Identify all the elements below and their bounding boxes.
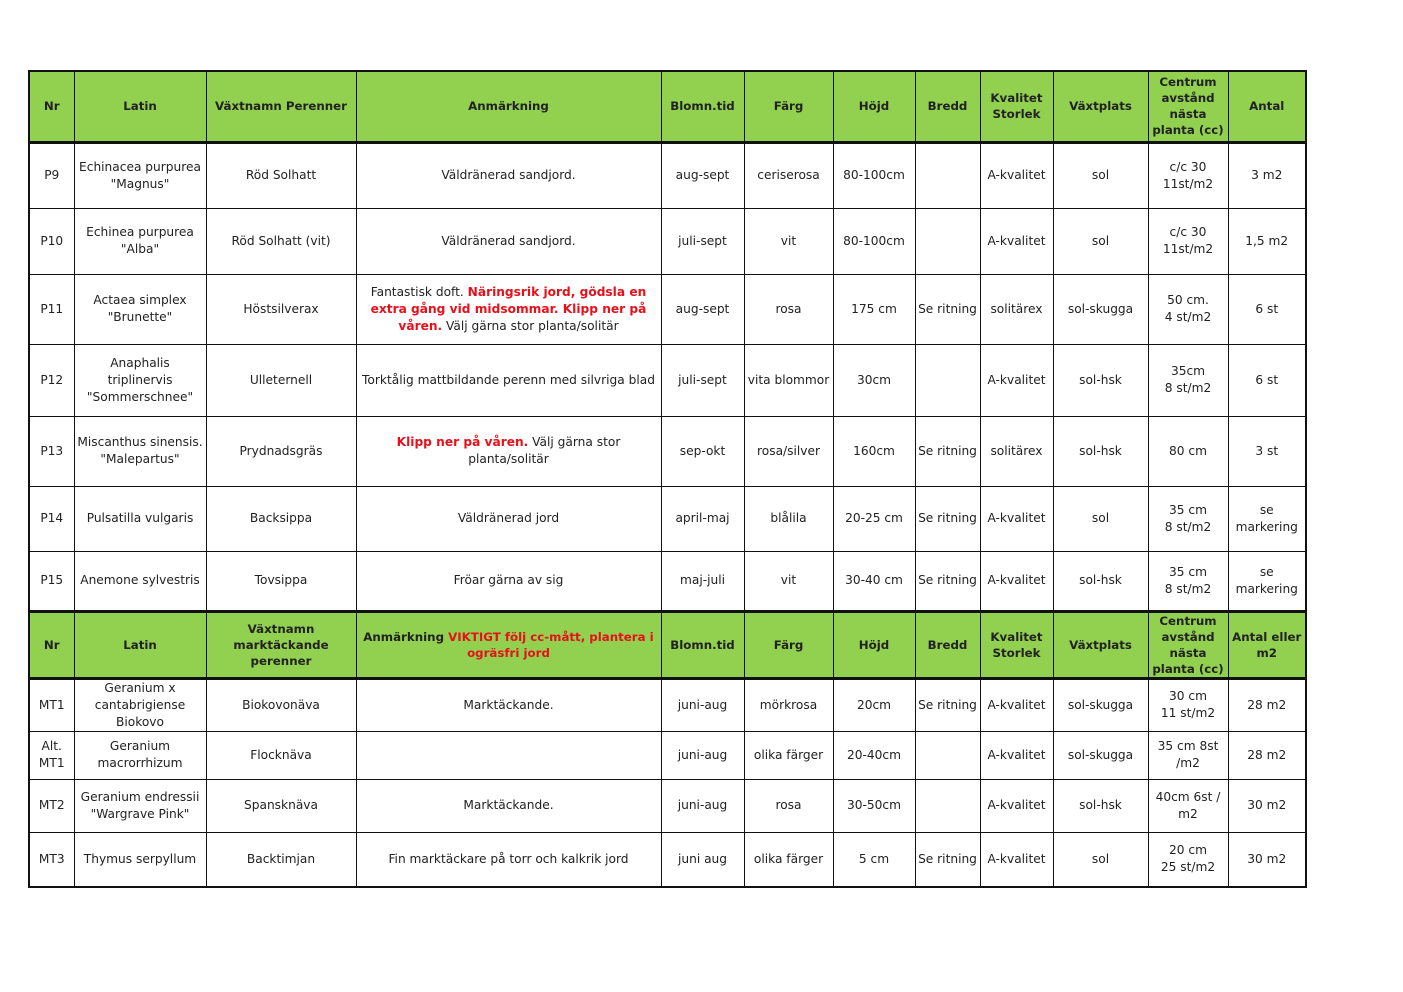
note-header-text: Anmärkning [363,629,449,644]
cell-color: olika färger [744,731,833,779]
col-header-nr: Nr [29,71,74,142]
col-header-location: Växtplats [1053,611,1148,678]
col-header-bloom: Blomn.tid [661,71,744,142]
cell-location: sol-hsk [1053,344,1148,416]
note-text: Fantastisk doft. [370,284,468,299]
cell-latin: Miscanthus sinensis. "Malepartus" [74,416,206,486]
cell-latin: Pulsatilla vulgaris [74,486,206,551]
cell-name: Backsippa [206,486,356,551]
note-text: Väldränerad jord [457,511,560,525]
cell-width: Se ritning [915,486,980,551]
cell-name: Ulleternell [206,344,356,416]
cell-latin: Anaphalis triplinervis "Sommerschnee" [74,344,206,416]
cell-quality: solitärex [980,274,1053,344]
col-header-latin: Latin [74,71,206,142]
cell-height: 20-40cm [833,731,915,779]
note-header-warning: VIKTIGT följ cc-mått, plantera i ogräsfri jord [448,629,654,660]
col-header-note: Anmärkning [356,71,661,142]
cell-name: Höstsilverax [206,274,356,344]
cell-location: sol-hsk [1053,779,1148,832]
cell-color: vita blommor [744,344,833,416]
col-header-name: Växtnamn marktäckande perenner [206,611,356,678]
col-header-height: Höjd [833,611,915,678]
table-row [29,486,1306,551]
cell-nr: MT3 [29,832,74,887]
cell-color: vit [744,208,833,274]
cell-note [356,142,661,208]
header-row-groundcover [29,611,1306,678]
cell-location: sol [1053,832,1148,887]
cell-quality: A-kvalitet [980,678,1053,731]
cell-latin: Thymus serpyllum [74,832,206,887]
cell-width: Se ritning [915,274,980,344]
cell-name: Röd Solhatt [206,142,356,208]
table-row [29,142,1306,208]
col-header-latin: Latin [74,611,206,678]
cell-note [356,551,661,611]
cell-note [356,344,661,416]
cell-bloom: juli-sept [661,344,744,416]
table-row [29,551,1306,611]
cell-name: Backtimjan [206,832,356,887]
cell-quality: A-kvalitet [980,779,1053,832]
cell-width: Se ritning [915,416,980,486]
header-row [29,71,1306,142]
cell-spacing: c/c 30 11st/m2 [1148,208,1228,274]
cell-count: 28 m2 [1228,731,1306,779]
cell-color: rosa/silver [744,416,833,486]
col-header-color: Färg [744,611,833,678]
cell-count: se markering [1228,486,1306,551]
cell-spacing: 35cm 8 st/m2 [1148,344,1228,416]
note-text: Väldränerad sandjord. [441,233,576,248]
table-row [29,779,1306,832]
cell-width: Se ritning [915,832,980,887]
cell-bloom: aug-sept [661,142,744,208]
cell-spacing: 20 cm 25 st/m2 [1148,832,1228,887]
cell-note [356,779,661,832]
cell-quality: A-kvalitet [980,142,1053,208]
col-header-color: Färg [744,71,833,142]
cell-latin: Geranium macrorrhizum [74,731,206,779]
cell-latin: Echinea purpurea "Alba" [74,208,206,274]
note-text-extra: Välj gärna stor planta/solitär [442,318,619,333]
table-row [29,416,1306,486]
cell-count: se markering [1228,551,1306,611]
note-highlight: Näringsrik jord, gödsla en extra gång vid midsommar. Klipp ner på våren. [370,284,647,333]
col-header-spacing: Centrum avstånd nästa planta (cc) [1148,611,1228,678]
cell-bloom: aug-sept [661,274,744,344]
table-row [29,832,1306,887]
cell-spacing: 50 cm. 4 st/m2 [1148,274,1228,344]
cell-spacing: 35 cm 8st /m2 [1148,731,1228,779]
cell-name: Flocknäva [206,731,356,779]
cell-height: 30-40 cm [833,551,915,611]
cell-height: 160cm [833,416,915,486]
cell-nr: P15 [29,551,74,611]
cell-count: 30 m2 [1228,779,1306,832]
cell-color: mörkrosa [744,678,833,731]
cell-height: 20-25 cm [833,486,915,551]
cell-location: sol-skugga [1053,731,1148,779]
cell-height: 30-50cm [833,779,915,832]
cell-quality: A-kvalitet [980,344,1053,416]
cell-width [915,779,980,832]
table-row [29,344,1306,416]
cell-width: Se ritning [915,678,980,731]
cell-name: Prydnadsgräs [206,416,356,486]
cell-name: Röd Solhatt (vit) [206,208,356,274]
cell-color: blålila [744,486,833,551]
cell-nr: P12 [29,344,74,416]
cell-height: 80-100cm [833,208,915,274]
note-text-extra: Välj gärna stor planta/solitär [468,435,621,466]
col-header-quality: Kvalitet Storlek [980,611,1053,678]
cell-count: 6 st [1228,274,1306,344]
cell-color: rosa [744,779,833,832]
cell-note [356,731,661,779]
cell-bloom: juli-sept [661,208,744,274]
cell-spacing: 35 cm 8 st/m2 [1148,551,1228,611]
cell-spacing: 40cm 6st / m2 [1148,779,1228,832]
cell-bloom: april-maj [661,486,744,551]
cell-latin: Echinacea purpurea "Magnus" [74,142,206,208]
col-header-height: Höjd [833,71,915,142]
cell-location: sol-hsk [1053,551,1148,611]
cell-quality: A-kvalitet [980,731,1053,779]
cell-name: Biokovonäva [206,678,356,731]
cell-bloom: juni-aug [661,678,744,731]
cell-spacing: 80 cm [1148,416,1228,486]
cell-location: sol-skugga [1053,274,1148,344]
cell-nr: P9 [29,142,74,208]
note-text: Fröar gärna av sig [453,573,564,587]
cell-note [356,832,661,887]
cell-count: 6 st [1228,344,1306,416]
cell-note [356,208,661,274]
cell-count: 3 m2 [1228,142,1306,208]
note-text: Fin marktäckare på torr och kalkrik jord [388,851,629,866]
cell-width [915,731,980,779]
note-text: Marktäckande. [463,697,554,712]
cell-latin: Anemone sylvestris [74,551,206,611]
col-header-bloom: Blomn.tid [661,611,744,678]
cell-bloom: sep-okt [661,416,744,486]
cell-location: sol-skugga [1053,678,1148,731]
cell-width [915,142,980,208]
cell-color: rosa [744,274,833,344]
col-header-width: Bredd [915,611,980,678]
cell-width: Se ritning [915,551,980,611]
cell-spacing: 35 cm 8 st/m2 [1148,486,1228,551]
cell-nr: P13 [29,416,74,486]
cell-count: 3 st [1228,416,1306,486]
cell-location: sol [1053,486,1148,551]
note-highlight: Klipp ner på våren. [396,435,529,449]
cell-name: Tovsippa [206,551,356,611]
cell-spacing: 30 cm 11 st/m2 [1148,678,1228,731]
cell-nr: P14 [29,486,74,551]
col-header-location: Växtplats [1053,71,1148,142]
note-text: Väldränerad sandjord. [441,168,576,182]
col-header-name: Växtnamn Perenner [206,71,356,142]
cell-quality: solitärex [980,416,1053,486]
col-header-width: Bredd [915,71,980,142]
cell-quality: A-kvalitet [980,208,1053,274]
cell-quality: A-kvalitet [980,551,1053,611]
cell-color: olika färger [744,832,833,887]
cell-note [356,416,661,486]
cell-nr: MT1 [29,678,74,731]
cell-latin: Actaea simplex "Brunette" [74,274,206,344]
cell-bloom: maj-juli [661,551,744,611]
col-header-quality: Kvalitet Storlek [980,71,1053,142]
cell-location: sol [1053,142,1148,208]
cell-count: 28 m2 [1228,678,1306,731]
cell-bloom: juni aug [661,832,744,887]
cell-bloom: juni-aug [661,731,744,779]
note-text: Marktäckande. [463,798,554,812]
cell-height: 80-100cm [833,142,915,208]
cell-latin: Geranium endressii "Wargrave Pink" [74,779,206,832]
table-row [29,208,1306,274]
cell-quality: A-kvalitet [980,486,1053,551]
col-header-note [356,611,661,678]
cell-count: 30 m2 [1228,832,1306,887]
cell-bloom: juni-aug [661,779,744,832]
cell-nr: MT2 [29,779,74,832]
col-header-count: Antal eller m2 [1228,611,1306,678]
cell-height: 30cm [833,344,915,416]
cell-location: sol-hsk [1053,416,1148,486]
cell-nr: P10 [29,208,74,274]
cell-nr: Alt. MT1 [29,731,74,779]
cell-height: 20cm [833,678,915,731]
cell-location: sol [1053,208,1148,274]
cell-latin: Geranium x cantabrigiense Biokovo [74,678,206,731]
note-text: Torktålig mattbildande perenn med silvriga blad [362,372,655,387]
cell-note [356,486,661,551]
cell-note [356,274,661,344]
cell-height: 5 cm [833,832,915,887]
cell-height: 175 cm [833,274,915,344]
table-row [29,274,1306,344]
cell-color: ceriserosa [744,142,833,208]
col-header-nr: Nr [29,611,74,678]
cell-width [915,208,980,274]
cell-count: 1,5 m2 [1228,208,1306,274]
cell-width [915,344,980,416]
plant-table [28,70,1307,888]
col-header-spacing: Centrum avstånd nästa planta (cc) [1148,71,1228,142]
cell-nr: P11 [29,274,74,344]
table-row [29,731,1306,779]
cell-spacing: c/c 30 11st/m2 [1148,142,1228,208]
cell-note [356,678,661,731]
cell-color: vit [744,551,833,611]
col-header-count: Antal [1228,71,1306,142]
table-row [29,678,1306,731]
cell-name: Spansknäva [206,779,356,832]
cell-quality: A-kvalitet [980,832,1053,887]
